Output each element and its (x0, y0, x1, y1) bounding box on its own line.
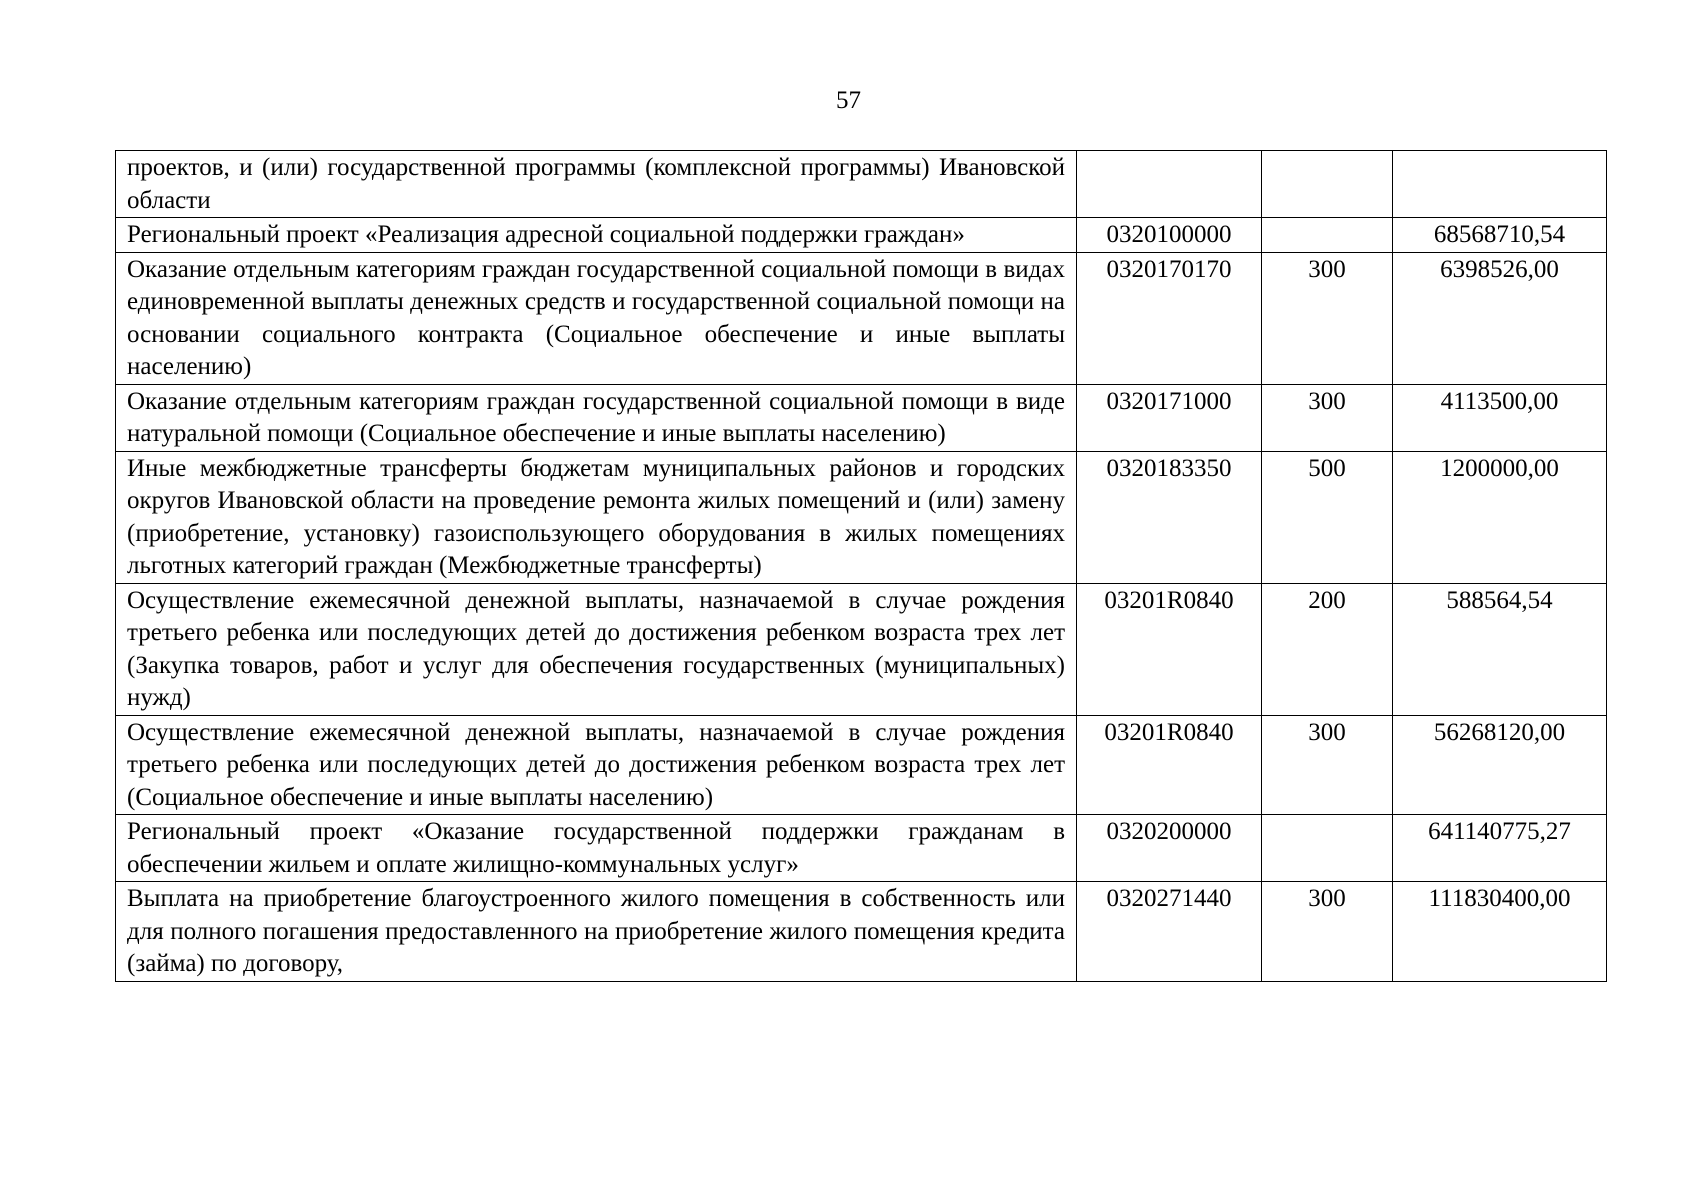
table-row (116, 715, 1607, 815)
row-target-code: 0320271440 (1077, 882, 1262, 982)
row-expense-type: 300 (1262, 882, 1393, 982)
table-row (116, 583, 1607, 715)
row-description: Осуществление ежемесячной денежной выплаты, назначаемой в случае рождения третьего ребенка или последующих детей до достижения ребенком возраста трех лет (Социальное обеспечение и иные выплаты населению) (116, 715, 1077, 815)
row-amount: 68568710,54 (1393, 218, 1607, 253)
row-amount: 1200000,00 (1393, 451, 1607, 583)
row-expense-type: 300 (1262, 715, 1393, 815)
row-target-code: 03201R0840 (1077, 715, 1262, 815)
row-amount: 588564,54 (1393, 583, 1607, 715)
row-amount: 6398526,00 (1393, 252, 1607, 384)
table-row (116, 151, 1607, 218)
table-row (116, 384, 1607, 451)
row-description: Региональный проект «Реализация адресной социальной поддержки граждан» (116, 218, 1077, 253)
row-expense-type: 500 (1262, 451, 1393, 583)
table-row (116, 252, 1607, 384)
row-target-code: 0320170170 (1077, 252, 1262, 384)
page-number: 57 (836, 87, 861, 114)
row-expense-type: 300 (1262, 252, 1393, 384)
row-description: проектов, и (или) государственной программы (комплексной программы) Ивановской области (116, 151, 1077, 218)
row-target-code: 0320183350 (1077, 451, 1262, 583)
row-expense-type: 300 (1262, 384, 1393, 451)
row-amount (1393, 151, 1607, 218)
row-amount: 111830400,00 (1393, 882, 1607, 982)
row-amount: 641140775,27 (1393, 815, 1607, 882)
row-target-code: 0320171000 (1077, 384, 1262, 451)
budget-table (115, 150, 1607, 982)
row-description: Иные межбюджетные трансферты бюджетам муниципальных районов и городских округов Ивановской области на проведение ремонта жилых помещений и (или) замену (приобретение, установку) газоиспользующего оборудования в жилых помещениях льготных категорий граждан (Межбюджетные трансферты) (116, 451, 1077, 583)
row-amount: 4113500,00 (1393, 384, 1607, 451)
row-description: Оказание отдельным категориям граждан государственной социальной помощи в видах единовременной выплаты денежных средств и государственной социальной помощи на основании социального контракта (Социальное обеспечение и иные выплаты населению) (116, 252, 1077, 384)
row-expense-type (1262, 218, 1393, 253)
table-row (116, 815, 1607, 882)
row-description: Региональный проект «Оказание государственной поддержки гражданам в обеспечении жильем и оплате жилищно-коммунальных услуг» (116, 815, 1077, 882)
table-row (116, 451, 1607, 583)
row-description: Выплата на приобретение благоустроенного жилого помещения в собственность или для полного погашения предоставленного на приобретение жилого помещения кредита (займа) по договору, (116, 882, 1077, 982)
row-target-code: 0320100000 (1077, 218, 1262, 253)
row-expense-type (1262, 815, 1393, 882)
table-row (116, 218, 1607, 253)
row-target-code (1077, 151, 1262, 218)
row-description: Оказание отдельным категориям граждан государственной социальной помощи в виде натуральной помощи (Социальное обеспечение и иные выплаты населению) (116, 384, 1077, 451)
row-target-code: 03201R0840 (1077, 583, 1262, 715)
row-target-code: 0320200000 (1077, 815, 1262, 882)
table-row (116, 882, 1607, 982)
row-amount: 56268120,00 (1393, 715, 1607, 815)
row-description: Осуществление ежемесячной денежной выплаты, назначаемой в случае рождения третьего ребенка или последующих детей до достижения ребенком возраста трех лет (Закупка товаров, работ и услуг для обеспечения государственных (муниципальных) нужд) (116, 583, 1077, 715)
row-expense-type: 200 (1262, 583, 1393, 715)
row-expense-type (1262, 151, 1393, 218)
